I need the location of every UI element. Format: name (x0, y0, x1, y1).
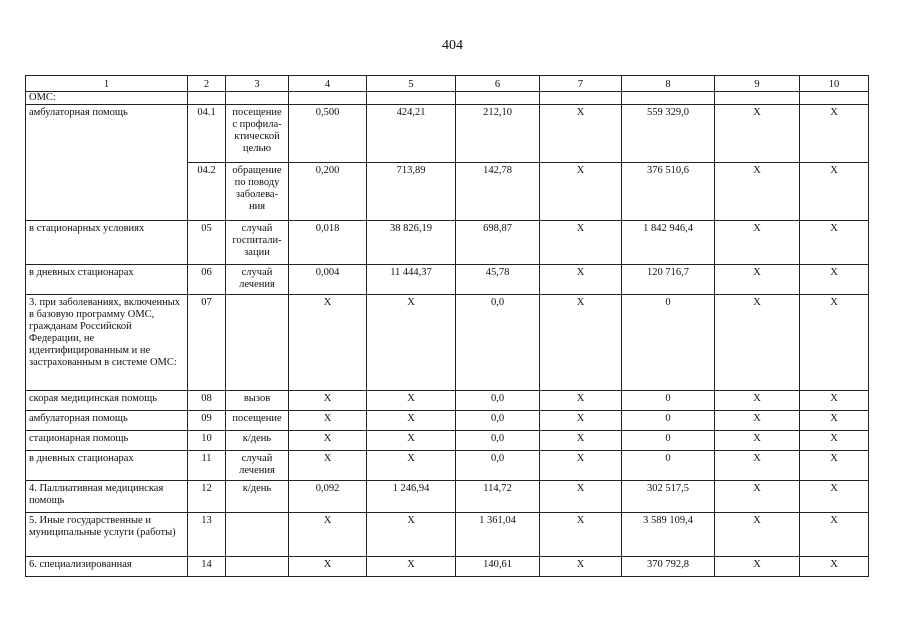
table-cell: Х (540, 411, 622, 431)
code-cell: 13 (188, 513, 226, 557)
table-cell: 0 (622, 411, 715, 431)
table-row (26, 557, 869, 577)
table-cell: Х (540, 221, 622, 265)
table-cell: Х (800, 451, 869, 481)
table-cell: 11 444,37 (367, 265, 456, 295)
table-cell (289, 92, 367, 105)
table-cell: 114,72 (456, 481, 540, 513)
header-cell: 10 (800, 76, 869, 92)
table-cell: Х (540, 431, 622, 451)
table-cell: 212,10 (456, 105, 540, 163)
table-cell: Х (800, 513, 869, 557)
table-row (26, 265, 869, 295)
table-row (26, 391, 869, 411)
table-cell: Х (715, 431, 800, 451)
header-cell: 3 (226, 76, 289, 92)
table-cell: 376 510,6 (622, 163, 715, 221)
table-cell: 0,500 (289, 105, 367, 163)
table-cell: Х (367, 295, 456, 391)
table-cell: 0,0 (456, 431, 540, 451)
row-name-cell: амбулаторная помощь (26, 411, 188, 431)
row-name-cell: скорая медицинская помощь (26, 391, 188, 411)
row-name-cell: в стационарных условиях (26, 221, 188, 265)
table-cell: Х (800, 221, 869, 265)
table-cell: Х (800, 481, 869, 513)
code-cell: 04.2 (188, 163, 226, 221)
row-name-cell: в дневных стационарах (26, 451, 188, 481)
table-cell (540, 92, 622, 105)
table-cell: Х (289, 431, 367, 451)
table-row (26, 481, 869, 513)
table-cell: Х (289, 513, 367, 557)
table-cell: 0,092 (289, 481, 367, 513)
table-cell (800, 92, 869, 105)
table-cell: 713,89 (367, 163, 456, 221)
row-name-cell: амбулаторная помощь (26, 105, 188, 221)
table-cell: 424,21 (367, 105, 456, 163)
table-cell: Х (715, 295, 800, 391)
table-cell: Х (367, 513, 456, 557)
unit-cell (226, 557, 289, 577)
unit-cell: посещение с профила-ктической целью (226, 105, 289, 163)
table-cell: 0,0 (456, 451, 540, 481)
page-number: 404 (442, 38, 463, 53)
table-row (26, 431, 869, 451)
table-cell: 0 (622, 431, 715, 451)
table-row (26, 411, 869, 431)
unit-cell: случай лечения (226, 451, 289, 481)
code-cell: 14 (188, 557, 226, 577)
header-row (26, 76, 869, 92)
table-cell: 45,78 (456, 265, 540, 295)
data-table (25, 75, 869, 577)
header-cell: 7 (540, 76, 622, 92)
header-cell: 5 (367, 76, 456, 92)
table-cell: Х (540, 163, 622, 221)
table-cell: Х (289, 557, 367, 577)
table-cell: Х (540, 295, 622, 391)
table-cell: Х (367, 411, 456, 431)
table-cell: Х (715, 411, 800, 431)
table-cell: 0,0 (456, 391, 540, 411)
row-name-cell: в дневных стационарах (26, 265, 188, 295)
table-cell: Х (540, 105, 622, 163)
code-cell: 10 (188, 431, 226, 451)
table-cell: Х (800, 411, 869, 431)
table-cell: 120 716,7 (622, 265, 715, 295)
table-cell: Х (715, 105, 800, 163)
table-cell: Х (715, 451, 800, 481)
table-cell: Х (715, 221, 800, 265)
unit-cell: посещение (226, 411, 289, 431)
unit-cell: случай госпитали-зации (226, 221, 289, 265)
row-name-cell: 4. Паллиативная медицинская помощь (26, 481, 188, 513)
table-cell: 0,018 (289, 221, 367, 265)
row-name-cell: 3. при заболеваниях, включенных в базовую программу ОМС, гражданам Российской Федерации, не идентифицированным и не застрахованным в системе ОМС: (26, 295, 188, 391)
table-cell (367, 92, 456, 105)
table-cell: Х (800, 295, 869, 391)
table-cell: 0,200 (289, 163, 367, 221)
table-cell: 370 792,8 (622, 557, 715, 577)
table-cell: 0,0 (456, 411, 540, 431)
table-cell: Х (289, 391, 367, 411)
code-cell: 05 (188, 221, 226, 265)
table-row (26, 513, 869, 557)
table-cell (188, 92, 226, 105)
table-cell: Х (540, 513, 622, 557)
table-cell: Х (289, 295, 367, 391)
table-cell: 1 361,04 (456, 513, 540, 557)
table-row (26, 105, 869, 163)
row-name-cell: стационарная помощь (26, 431, 188, 451)
table-cell: 698,87 (456, 221, 540, 265)
table-cell (226, 92, 289, 105)
table-cell: Х (540, 557, 622, 577)
table-cell: Х (540, 481, 622, 513)
table-cell: 0,0 (456, 295, 540, 391)
table-cell: Х (367, 391, 456, 411)
table-cell (715, 92, 800, 105)
unit-cell: случай лечения (226, 265, 289, 295)
table-cell: Х (289, 411, 367, 431)
table-cell: 0,004 (289, 265, 367, 295)
unit-cell: обращение по поводу заболева-ния (226, 163, 289, 221)
table-cell (622, 92, 715, 105)
table-cell: Х (715, 163, 800, 221)
table-cell: Х (715, 481, 800, 513)
unit-cell: вызов (226, 391, 289, 411)
header-cell: 4 (289, 76, 367, 92)
table-cell (456, 92, 540, 105)
table-cell: Х (800, 557, 869, 577)
unit-cell (226, 513, 289, 557)
table-row (26, 92, 869, 105)
table-cell: Х (289, 451, 367, 481)
table-cell: 38 826,19 (367, 221, 456, 265)
table-cell: 1 842 946,4 (622, 221, 715, 265)
code-cell: 08 (188, 391, 226, 411)
table-cell: Х (715, 513, 800, 557)
table-cell: Х (800, 105, 869, 163)
unit-cell (226, 295, 289, 391)
code-cell: 09 (188, 411, 226, 431)
table-row (26, 221, 869, 265)
table-cell: 559 329,0 (622, 105, 715, 163)
table-cell: Х (715, 391, 800, 411)
table-cell: Х (540, 451, 622, 481)
code-cell: 11 (188, 451, 226, 481)
table-cell: Х (800, 265, 869, 295)
table-cell: 302 517,5 (622, 481, 715, 513)
table-cell: Х (800, 431, 869, 451)
table-cell: Х (367, 557, 456, 577)
row-name-cell: 6. специализированная (26, 557, 188, 577)
header-cell: 2 (188, 76, 226, 92)
header-cell: 9 (715, 76, 800, 92)
table-row (26, 295, 869, 391)
table-cell: Х (367, 431, 456, 451)
table-cell: Х (715, 265, 800, 295)
table-cell: 0 (622, 451, 715, 481)
table-cell: 0 (622, 391, 715, 411)
table-cell: Х (540, 391, 622, 411)
unit-cell: к/день (226, 431, 289, 451)
header-cell: 6 (456, 76, 540, 92)
table-row (26, 451, 869, 481)
header-cell: 8 (622, 76, 715, 92)
unit-cell: к/день (226, 481, 289, 513)
table-cell: Х (715, 557, 800, 577)
table-cell: Х (367, 451, 456, 481)
table-cell: Х (800, 391, 869, 411)
code-cell: 04.1 (188, 105, 226, 163)
table-cell: Х (540, 265, 622, 295)
code-cell: 06 (188, 265, 226, 295)
table-cell: 1 246,94 (367, 481, 456, 513)
code-cell: 07 (188, 295, 226, 391)
table-cell: Х (800, 163, 869, 221)
row-name-cell: 5. Иные государственные и муниципальные услуги (работы) (26, 513, 188, 557)
table-cell: 140,61 (456, 557, 540, 577)
table-cell: 142,78 (456, 163, 540, 221)
row-name-cell: ОМС: (26, 92, 188, 105)
code-cell: 12 (188, 481, 226, 513)
table-cell: 0 (622, 295, 715, 391)
header-cell: 1 (26, 76, 188, 92)
table-cell: 3 589 109,4 (622, 513, 715, 557)
